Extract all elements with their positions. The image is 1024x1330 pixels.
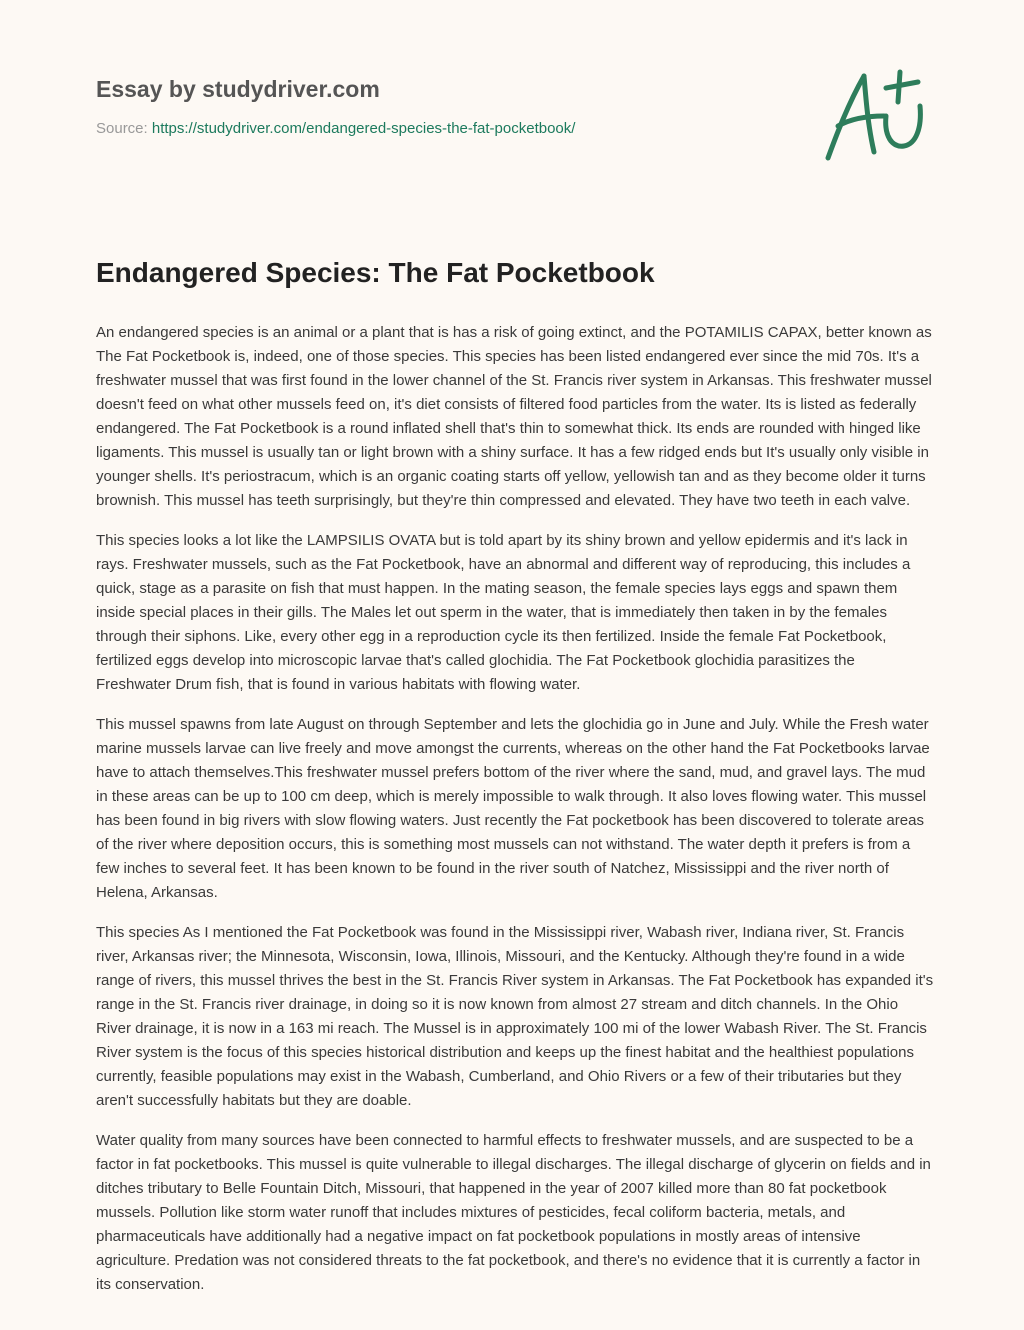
paragraph: An endangered species is an animal or a plant that is has a risk of going extinct, and the POTAMILIS CAPAX, better known as The Fat Pocketbook is, indeed, one of those species. This species has been listed endangered ever since the mid 70s. It's a freshwater mussel that was first found in the lower channel of the St. Francis river system in Arkansas. This freshwater mussel doesn't feed on what other mussels feed on, it's diet consists of filtered food particles from the water. Its is listed as federally endangered. The Fat Pocketbook is a round inflated shell that's thin to somewhat thick. Its ends are rounded with hinged like ligaments. This mussel is usually tan or light brown with a shiny surface. It has a few ridged ends but It's usually only visible in younger shells. It's periostracum, which is an organic coating starts off yellow, yellowish tan and as they become older it turns brownish. This mussel has teeth surprisingly, but they're thin compressed and elevated. They have two teeth in each valve. bbox=[96, 324, 932, 509]
source-line bbox=[96, 119, 796, 139]
source-link[interactable]: https://studydriver.com/endangered-species-the-fat-pocketbook/ bbox=[151, 120, 576, 137]
a-plus-icon bbox=[818, 66, 930, 166]
paragraph: Water quality from many sources have been connected to harmful effects to freshwater mussels, and are suspected to be a factor in fat pocketbooks. This mussel is quite vulnerable to illegal discharges. The illegal discharge of glycerin on fields and in ditches tributary to Belle Fountain Ditch, Missouri, that happened in the year of 2007 killed more than 80 fat pocketbook mussels. Pollution like storm water runoff that includes mixtures of pesticides, fecal coliform bacteria, metals, and pharmaceuticals have additionally had a negative impact on fat pocketbook populations in mostly areas of intensive agriculture. Predation was not considered threats to the fat pocketbook, and there's no evidence that it is currently a factor in its conservation. bbox=[96, 1132, 931, 1293]
article-title: Endangered Species: The Fat Pocketbook bbox=[96, 257, 655, 288]
page-header bbox=[96, 74, 796, 139]
paragraph: This species looks a lot like the LAMPSILIS OVATA but is told apart by its shiny brown and yellow epidermis and it's lack in rays. Freshwater mussels, such as the Fat Pocketbook, have an abnormal and different way of reproducing, this includes a quick, stage as a parasite on fish that must happen. In the mating season, the female species lays eggs and spawn them inside special places in their gills. The Males let out sperm in the water, that is immediately then taken in by the females through their siphons. Like, every other egg in a reproduction cycle its then fertilized. Inside the female Fat Pocketbook, fertilized eggs develop into microscopic larvae that's called glochidia. The Fat Pocketbook glochidia parasitizes the Freshwater Drum fish, that is found in various habitats with flowing water. bbox=[96, 532, 911, 693]
article bbox=[96, 255, 934, 1313]
paragraph: This mussel spawns from late August on through September and lets the glochidia go in June and July. While the Fresh water marine mussels larvae can live freely and move amongst the currents, whereas on the other hand the Fat Pocketbooks larvae have to attach themselves.This freshwater mussel prefers bottom of the river where the sand, mud, and gravel lays. The mud in these areas can be up to 100 cm deep, which is merely impossible to walk through. It also loves flowing water. This mussel has been found in big rivers with slow flowing waters. Just recently the Fat pocketbook has been discovered to tolerate areas of the river where deposition occurs, this is something most mussels can not withstand. The water depth it prefers is from a few inches to several feet. It has been known to be found in the river south of Natchez, Mississippi and the river north of Helena, Arkansas. bbox=[96, 716, 930, 901]
source-label: Source: bbox=[96, 120, 152, 137]
site-title: Essay by studydriver.com bbox=[96, 76, 380, 102]
paragraph: This species As I mentioned the Fat Pocketbook was found in the Mississippi river, Wabash river, Indiana river, St. Francis river, Arkansas river; the Minnesota, Wisconsin, Iowa, Illinois, Missouri, and the Kentucky. Although they're found in a wide range of rivers, this mussel thrives the best in the St. Francis River system in Arkansas. The Fat Pocketbook has expanded it's range in the St. Francis river drainage, in doing so it is now known from almost 27 stream and ditch channels. In the Ohio River drainage, it is now in a 163 mi reach. The Mussel is in approximately 100 mi of the lower Wabash River. The St. Francis River system is the focus of this species historical distribution and keeps up the finest habitat and the healthiest populations currently, feasible populations may exist in the Wabash, Cumberland, and Ohio Rivers or a few of their tributaries but they aren't successfully habitats but they are doable. bbox=[96, 924, 934, 1109]
